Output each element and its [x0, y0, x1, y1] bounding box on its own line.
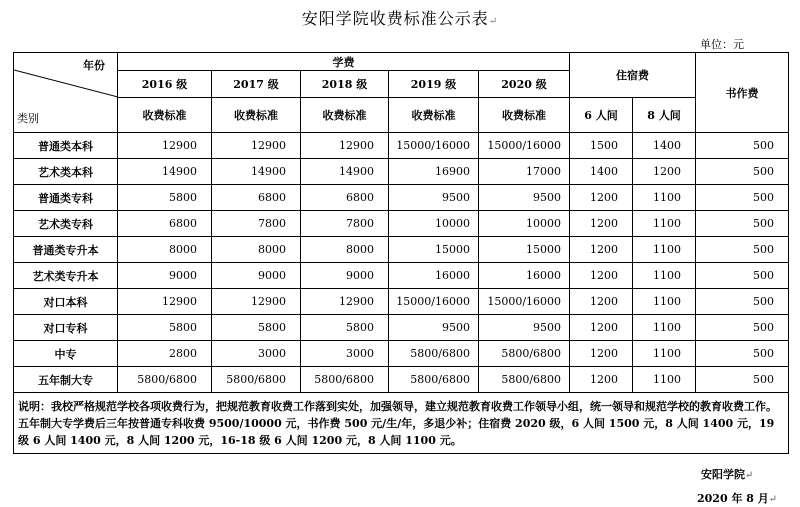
room8-cell: 1400 — [633, 133, 696, 159]
housing-header: 住宿费 — [570, 53, 696, 98]
tuition-cell: 9500 — [479, 185, 570, 211]
table-row — [14, 315, 789, 341]
tuition-cell: 6800 — [212, 185, 301, 211]
books-cell: 500 — [696, 133, 789, 159]
tuition-cell: 14900 — [212, 159, 301, 185]
room6-cell: 1200 — [570, 237, 633, 263]
tuition-cell: 2800 — [118, 341, 212, 367]
fee-table — [13, 52, 789, 454]
fee-table-body — [14, 133, 789, 393]
room6-header: 6 人间 — [570, 98, 633, 133]
room8-cell: 1100 — [633, 211, 696, 237]
tuition-cell: 8000 — [301, 237, 389, 263]
tuition-cell: 15000/16000 — [479, 289, 570, 315]
table-row — [14, 211, 789, 237]
table-row — [14, 367, 789, 393]
tuition-cell: 14900 — [118, 159, 212, 185]
tuition-cell: 16000 — [389, 263, 479, 289]
tuition-cell: 17000 — [479, 159, 570, 185]
room6-cell: 1200 — [570, 367, 633, 393]
return-mark: ↵ — [488, 16, 499, 27]
header-row-3 — [14, 98, 789, 133]
tuition-cell: 7800 — [212, 211, 301, 237]
note-text: 说明：我校严格规范学校各项收费行为，把规范教育收费工作落到实处，加强领导，建立规范教育收费工作领导小组，统一领导和规范学校的教育收费工作。五年制大专学费后三年按普通专科收费 9500/10000 元，书作费 500 元/生/年，多退少补；住宿费 2020 级，6 人间 1500 元，8 人间 1400 元，19 级 6 人间 1400 元，8 人间 1200 元，16-18 级 6 人间 1200 元，8 人间 1100 元。 — [14, 393, 789, 454]
header-row-1 — [14, 53, 789, 71]
footer-date — [697, 490, 777, 506]
category-cell: 艺术类专升本 — [14, 263, 118, 289]
tuition-cell: 5800/6800 — [118, 367, 212, 393]
room6-cell: 1200 — [570, 315, 633, 341]
books-cell: 500 — [696, 237, 789, 263]
books-cell: 500 — [696, 367, 789, 393]
books-cell: 500 — [696, 341, 789, 367]
tuition-cell: 12900 — [118, 289, 212, 315]
table-row — [14, 341, 789, 367]
category-cell: 五年制大专 — [14, 367, 118, 393]
tuition-cell: 15000/16000 — [479, 133, 570, 159]
return-mark: ↵ — [768, 494, 778, 505]
room6-cell: 1500 — [570, 133, 633, 159]
books-cell: 500 — [696, 211, 789, 237]
room8-cell: 1100 — [633, 263, 696, 289]
tuition-cell: 5800 — [118, 185, 212, 211]
standard-header: 收费标准 — [301, 98, 389, 133]
books-cell: 500 — [696, 185, 789, 211]
footer-org-text: 安阳学院 — [701, 468, 745, 481]
standard-header: 收费标准 — [118, 98, 212, 133]
tuition-cell: 9000 — [118, 263, 212, 289]
room8-cell: 1200 — [633, 159, 696, 185]
document-title — [0, 6, 800, 29]
tuition-cell: 5800 — [301, 315, 389, 341]
books-cell: 500 — [696, 315, 789, 341]
year-2018-header: 2018 级 — [301, 71, 389, 98]
category-cell: 艺术类专科 — [14, 211, 118, 237]
tuition-cell: 5800 — [212, 315, 301, 341]
category-cell: 普通类专升本 — [14, 237, 118, 263]
room8-cell: 1100 — [633, 237, 696, 263]
room8-cell: 1100 — [633, 315, 696, 341]
unit-label: 单位：元 — [700, 38, 744, 51]
books-cell: 500 — [696, 289, 789, 315]
category-cell: 对口专科 — [14, 315, 118, 341]
books-cell: 500 — [696, 159, 789, 185]
table-row — [14, 263, 789, 289]
tuition-cell: 10000 — [479, 211, 570, 237]
year-2016-header: 2016 级 — [118, 71, 212, 98]
room6-cell: 1200 — [570, 185, 633, 211]
tuition-cell: 3000 — [301, 341, 389, 367]
room8-cell: 1100 — [633, 289, 696, 315]
room6-cell: 1200 — [570, 289, 633, 315]
tuition-cell: 3000 — [212, 341, 301, 367]
tuition-cell: 8000 — [118, 237, 212, 263]
category-cell: 普通类专科 — [14, 185, 118, 211]
year-axis-label: 年份 — [83, 59, 105, 72]
return-mark: ↵ — [745, 470, 754, 481]
year-2017-header: 2017 级 — [212, 71, 301, 98]
tuition-cell: 12900 — [301, 133, 389, 159]
category-cell: 对口本科 — [14, 289, 118, 315]
tuition-cell: 8000 — [212, 237, 301, 263]
footer-date-text: 2020 年 8 月 — [697, 492, 769, 505]
tuition-cell: 10000 — [389, 211, 479, 237]
room8-header: 8 人间 — [633, 98, 696, 133]
room6-cell: 1400 — [570, 159, 633, 185]
standard-header: 收费标准 — [389, 98, 479, 133]
books-header: 书作费 — [696, 53, 789, 133]
tuition-cell: 9000 — [212, 263, 301, 289]
tuition-cell: 5800 — [118, 315, 212, 341]
category-cell: 普通类本科 — [14, 133, 118, 159]
tuition-cell: 15000/16000 — [389, 289, 479, 315]
diagonal-header-cell — [14, 53, 118, 133]
tuition-cell: 9500 — [479, 315, 570, 341]
tuition-cell: 12900 — [118, 133, 212, 159]
tuition-cell: 5800/6800 — [479, 341, 570, 367]
tuition-cell: 6800 — [118, 211, 212, 237]
books-cell: 500 — [696, 263, 789, 289]
title-text: 安阳学院收费标准公示表 — [301, 9, 489, 28]
tuition-cell: 5800/6800 — [212, 367, 301, 393]
tuition-cell: 12900 — [212, 289, 301, 315]
year-2019-header: 2019 级 — [389, 71, 479, 98]
tuition-cell: 16000 — [479, 263, 570, 289]
year-2020-header: 2020 级 — [479, 71, 570, 98]
tuition-cell: 15000 — [389, 237, 479, 263]
table-row — [14, 133, 789, 159]
tuition-cell: 6800 — [301, 185, 389, 211]
category-axis-label: 类别 — [17, 112, 39, 125]
tuition-cell: 14900 — [301, 159, 389, 185]
room8-cell: 1100 — [633, 367, 696, 393]
standard-header: 收费标准 — [479, 98, 570, 133]
tuition-cell: 9000 — [301, 263, 389, 289]
footer-organization — [701, 466, 753, 482]
room6-cell: 1200 — [570, 341, 633, 367]
table-row — [14, 289, 789, 315]
tuition-cell: 7800 — [301, 211, 389, 237]
tuition-cell: 12900 — [301, 289, 389, 315]
note-row — [14, 393, 789, 454]
tuition-cell: 5800/6800 — [389, 341, 479, 367]
tuition-cell: 15000 — [479, 237, 570, 263]
tuition-cell: 15000/16000 — [389, 133, 479, 159]
category-cell: 中专 — [14, 341, 118, 367]
category-cell: 艺术类本科 — [14, 159, 118, 185]
tuition-cell: 9500 — [389, 315, 479, 341]
tuition-cell: 5800/6800 — [389, 367, 479, 393]
tuition-cell: 5800/6800 — [301, 367, 389, 393]
tuition-header: 学费 — [118, 53, 570, 71]
tuition-cell: 5800/6800 — [479, 367, 570, 393]
table-row — [14, 185, 789, 211]
room6-cell: 1200 — [570, 263, 633, 289]
room6-cell: 1200 — [570, 211, 633, 237]
room8-cell: 1100 — [633, 341, 696, 367]
table-row — [14, 237, 789, 263]
tuition-cell: 9500 — [389, 185, 479, 211]
room8-cell: 1100 — [633, 185, 696, 211]
tuition-cell: 12900 — [212, 133, 301, 159]
standard-header: 收费标准 — [212, 98, 301, 133]
tuition-cell: 16900 — [389, 159, 479, 185]
table-row — [14, 159, 789, 185]
